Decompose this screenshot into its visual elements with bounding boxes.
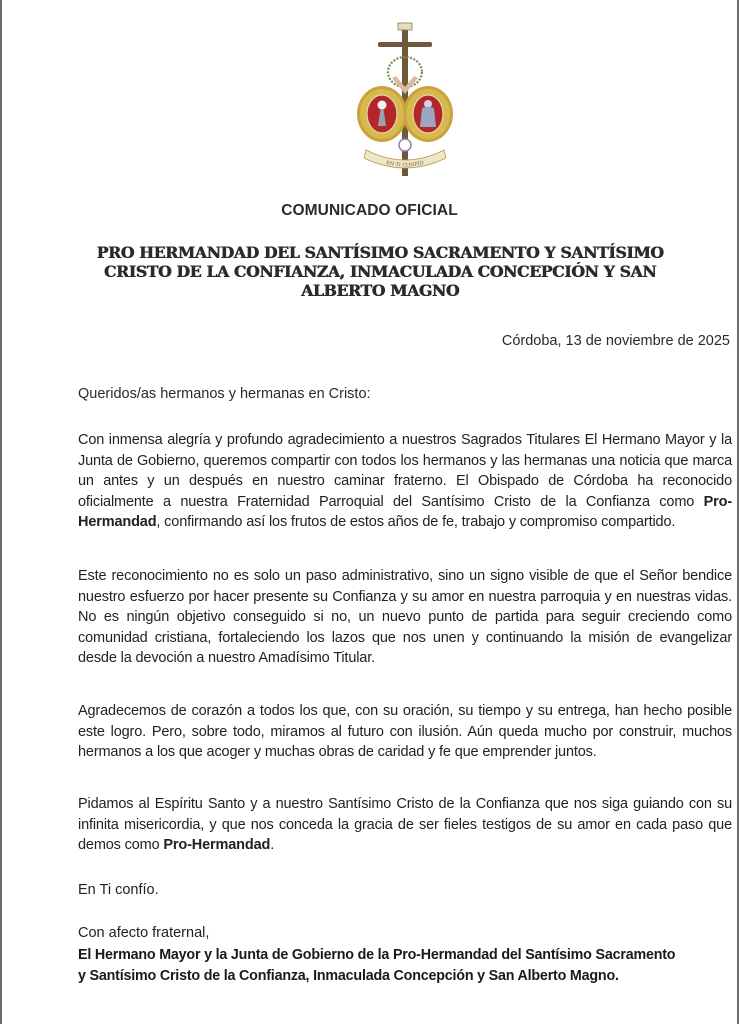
logo-motto-text: EN TI CONFÍO xyxy=(385,160,425,169)
page-border-left xyxy=(0,0,2,1024)
paragraph-gratitude: Agradecemos de corazón a todos los que, con su oración, su tiempo y su entrega, han hecho posible este logro. Pero, sobre todo, miramos al futuro con ilusión. Aún queda mucho por construir, muchos hermanos a los que acoger y muchas obras de caridad y fe que emprender juntos. xyxy=(78,703,732,761)
paragraph-text: Pidamos al Espíritu Santo y a nuestro Santísimo Cristo de la Confianza que nos siga guiando con su infinita misericordia, y que nos conceda la gracia de ser fieles testigos de su amor en cada paso que demos como xyxy=(78,796,732,854)
paragraph-text: , confirmando así los frutos de estos años de fe, trabajo y compromiso compartido. xyxy=(156,514,676,531)
title-line: CRISTO DE LA CONFIANZA, INMACULADA CONCEPCIÓN Y SAN xyxy=(103,262,657,281)
signature-line: El Hermano Mayor y la Junta de Gobierno de la Pro-Hermandad del Santísimo Sacramento xyxy=(78,947,676,963)
pro-hermandad-emphasis: Pro-Hermandad xyxy=(78,493,732,531)
paragraph-announcement xyxy=(78,430,732,533)
signature-line: y Santísimo Cristo de la Confianza, Inmaculada Concepción y San Alberto Magno. xyxy=(78,968,619,984)
title-line: PRO HERMANDAD DEL SANTÍSIMO SACRAMENTO Y SANTÍSIMO xyxy=(96,243,664,262)
farewell: Con afecto fraternal, xyxy=(78,925,210,941)
salutation: Queridos/as hermanos y hermanas en Cristo: xyxy=(78,386,371,402)
paragraph-recognition: Este reconocimiento no es solo un paso administrativo, sino un signo visible de que el Señor bendice nuestro esfuerzo por hacer presente su Confianza y su amor en nuestra parroquia y en nuestras vidas. No es ningún objetivo conseguido si no, un nuevo punto de partida para seguir creciendo como comunidad cristiana, fortaleciendo los lazos que nos unen y continuando la misión de evangelizar desde la devoción a nuestro Amadísimo Titular. xyxy=(78,568,732,667)
closing-motto: En Ti confío. xyxy=(78,882,159,898)
paragraph-text: Con inmensa alegría y profundo agradecimiento a nuestros Sagrados Titulares El Hermano Mayor y la Junta de Gobierno, queremos compartir con todos los hermanos y las hermanas una noticia que marca un antes y un después en nuestro caminar fraterno. El Obispado de Córdoba ha reconocido oficialmente a nuestra Fraternidad Parroquial del Santísimo Cristo de la Confianza como xyxy=(78,432,732,510)
paragraph-prayer xyxy=(78,794,732,856)
paragraph-text: . xyxy=(270,837,275,854)
document-title xyxy=(90,243,670,300)
pro-hermandad-emphasis: Pro-Hermandad xyxy=(163,837,271,854)
title-line: ALBERTO MAGNO xyxy=(300,281,460,300)
signature-block xyxy=(78,945,738,987)
brotherhood-emblem-logo xyxy=(352,20,458,176)
communique-label: COMUNICADO OFICIAL xyxy=(281,202,458,219)
cross-horizontal-icon xyxy=(378,42,432,47)
document-date: Córdoba, 13 de noviembre de 2025 xyxy=(501,333,730,349)
center-emblem-icon xyxy=(399,139,411,151)
